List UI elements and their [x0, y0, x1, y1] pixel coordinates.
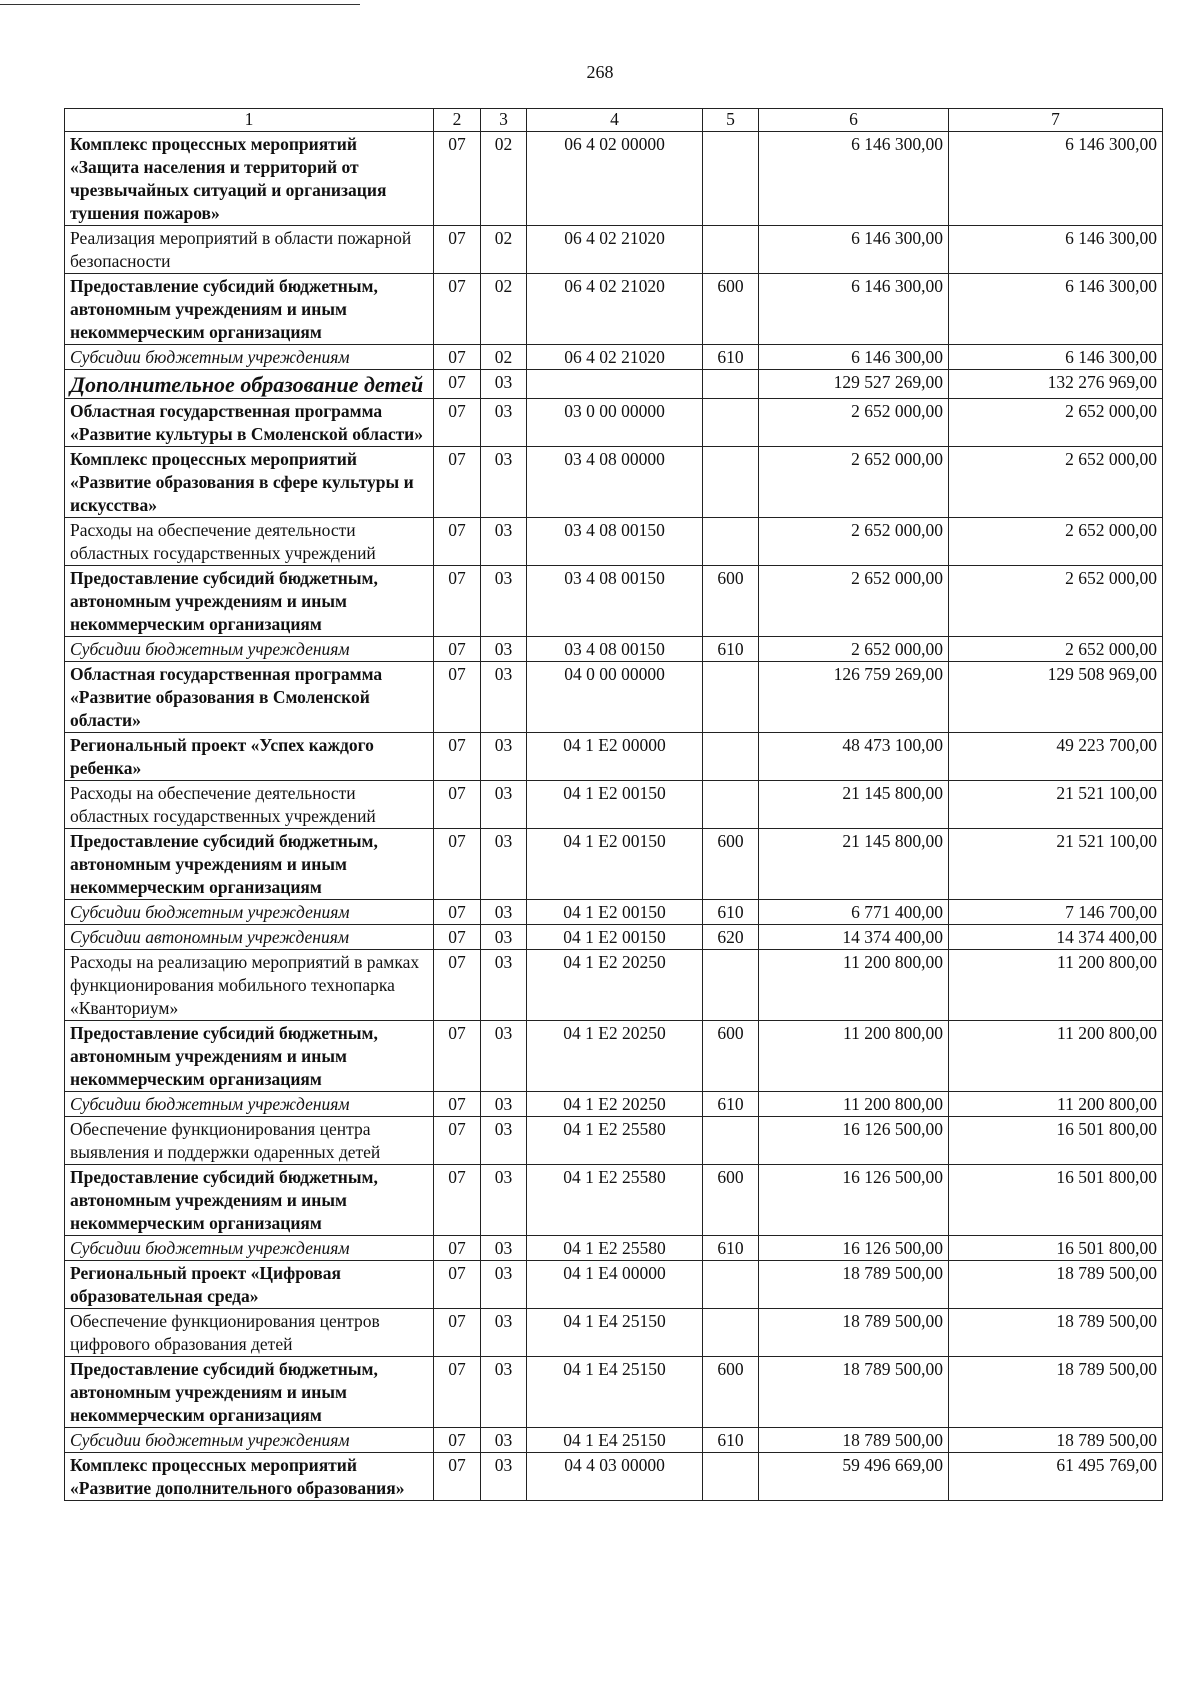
column-header: 3: [481, 109, 527, 132]
target-article-cell: 04 1 E2 00150: [527, 781, 703, 829]
subsection-code-cell: 03: [481, 399, 527, 447]
section-code-cell: 07: [434, 1453, 481, 1501]
table-row: [65, 1092, 1163, 1117]
amount-year2-cell: 21 521 100,00: [949, 829, 1163, 900]
table-row: [65, 132, 1163, 226]
subsection-code-cell: 03: [481, 900, 527, 925]
row-name-cell: Предоставление субсидий бюджетным, автономным учреждениям и иным некоммерческим организациям: [65, 829, 434, 900]
expense-type-cell: 600: [703, 829, 759, 900]
row-name-cell: Дополнительное образование детей: [65, 370, 434, 399]
amount-year2-cell: 2 652 000,00: [949, 566, 1163, 637]
target-article-cell: 04 1 E2 25580: [527, 1165, 703, 1236]
target-article-cell: 03 0 00 00000: [527, 399, 703, 447]
table-row: [65, 399, 1163, 447]
row-name-cell: Комплекс процессных мероприятий «Развитие образования в сфере культуры и искусства»: [65, 447, 434, 518]
target-article-cell: 04 1 E2 00150: [527, 900, 703, 925]
row-name-cell: Субсидии бюджетным учреждениям: [65, 345, 434, 370]
expense-type-cell: 610: [703, 345, 759, 370]
amount-year2-cell: 6 146 300,00: [949, 132, 1163, 226]
expense-type-cell: [703, 781, 759, 829]
subsection-code-cell: 02: [481, 274, 527, 345]
subsection-code-cell: 03: [481, 370, 527, 399]
expense-type-cell: 610: [703, 1428, 759, 1453]
amount-year1-cell: 18 789 500,00: [759, 1261, 949, 1309]
row-name-cell: Субсидии бюджетным учреждениям: [65, 637, 434, 662]
target-article-cell: 04 1 E4 25150: [527, 1357, 703, 1428]
target-article-cell: 03 4 08 00150: [527, 518, 703, 566]
amount-year2-cell: 129 508 969,00: [949, 662, 1163, 733]
amount-year1-cell: 2 652 000,00: [759, 637, 949, 662]
amount-year2-cell: 7 146 700,00: [949, 900, 1163, 925]
column-number-row: [65, 109, 1163, 132]
section-code-cell: 07: [434, 1428, 481, 1453]
column-header: 7: [949, 109, 1163, 132]
table-row: [65, 1236, 1163, 1261]
table-row: [65, 733, 1163, 781]
table-row: [65, 1428, 1163, 1453]
target-article-cell: 04 1 E2 20250: [527, 950, 703, 1021]
table-row: [65, 518, 1163, 566]
section-code-cell: 07: [434, 132, 481, 226]
amount-year1-cell: 18 789 500,00: [759, 1309, 949, 1357]
expense-type-cell: [703, 132, 759, 226]
target-article-cell: 06 4 02 21020: [527, 345, 703, 370]
row-name-cell: Субсидии бюджетным учреждениям: [65, 900, 434, 925]
subsection-code-cell: 03: [481, 1117, 527, 1165]
section-code-cell: 07: [434, 925, 481, 950]
subsection-code-cell: 03: [481, 1165, 527, 1236]
target-article-cell: 04 1 E2 00150: [527, 925, 703, 950]
section-code-cell: 07: [434, 226, 481, 274]
amount-year1-cell: 21 145 800,00: [759, 781, 949, 829]
subsection-code-cell: 02: [481, 345, 527, 370]
table-row: [65, 447, 1163, 518]
row-name-cell: Предоставление субсидий бюджетным, автономным учреждениям и иным некоммерческим организациям: [65, 1165, 434, 1236]
section-code-cell: 07: [434, 900, 481, 925]
table-row: [65, 226, 1163, 274]
expense-type-cell: 600: [703, 274, 759, 345]
subsection-code-cell: 03: [481, 1021, 527, 1092]
target-article-cell: 04 1 E2 25580: [527, 1236, 703, 1261]
row-name-cell: Предоставление субсидий бюджетным, автономным учреждениям и иным некоммерческим организациям: [65, 1357, 434, 1428]
amount-year1-cell: 6 146 300,00: [759, 274, 949, 345]
amount-year1-cell: 6 146 300,00: [759, 226, 949, 274]
expense-type-cell: [703, 950, 759, 1021]
amount-year2-cell: 6 146 300,00: [949, 274, 1163, 345]
row-name-cell: Региональный проект «Цифровая образовательная среда»: [65, 1261, 434, 1309]
amount-year2-cell: 18 789 500,00: [949, 1428, 1163, 1453]
section-code-cell: 07: [434, 1092, 481, 1117]
target-article-cell: 04 0 00 00000: [527, 662, 703, 733]
subsection-code-cell: 03: [481, 829, 527, 900]
amount-year2-cell: 18 789 500,00: [949, 1261, 1163, 1309]
target-article-cell: 06 4 02 21020: [527, 226, 703, 274]
expense-type-cell: [703, 1117, 759, 1165]
target-article-cell: 03 4 08 00150: [527, 637, 703, 662]
row-name-cell: Предоставление субсидий бюджетным, автономным учреждениям и иным некоммерческим организациям: [65, 1021, 434, 1092]
expense-type-cell: 620: [703, 925, 759, 950]
amount-year1-cell: 6 146 300,00: [759, 345, 949, 370]
section-code-cell: 07: [434, 637, 481, 662]
row-name-cell: Областная государственная программа «Развитие культуры в Смоленской области»: [65, 399, 434, 447]
table-row: [65, 1117, 1163, 1165]
row-name-cell: Региональный проект «Успех каждого ребенка»: [65, 733, 434, 781]
row-name-cell: Комплекс процессных мероприятий «Развитие дополнительного образования»: [65, 1453, 434, 1501]
column-header: 2: [434, 109, 481, 132]
amount-year2-cell: 18 789 500,00: [949, 1309, 1163, 1357]
column-header: 5: [703, 109, 759, 132]
amount-year1-cell: 48 473 100,00: [759, 733, 949, 781]
subsection-code-cell: 02: [481, 226, 527, 274]
row-name-cell: Областная государственная программа «Развитие образования в Смоленской области»: [65, 662, 434, 733]
amount-year1-cell: 16 126 500,00: [759, 1165, 949, 1236]
section-code-cell: 07: [434, 566, 481, 637]
section-code-cell: 07: [434, 518, 481, 566]
subsection-code-cell: 03: [481, 733, 527, 781]
expense-type-cell: [703, 733, 759, 781]
section-code-cell: 07: [434, 829, 481, 900]
section-code-cell: 07: [434, 399, 481, 447]
expense-type-cell: [703, 1261, 759, 1309]
table-row: [65, 1165, 1163, 1236]
subsection-code-cell: 03: [481, 1453, 527, 1501]
row-name-cell: Субсидии бюджетным учреждениям: [65, 1236, 434, 1261]
table-row: [65, 950, 1163, 1021]
expense-type-cell: 600: [703, 1021, 759, 1092]
row-name-cell: Обеспечение функционирования центров цифрового образования детей: [65, 1309, 434, 1357]
target-article-cell: 04 1 E4 25150: [527, 1428, 703, 1453]
page-number: 268: [586, 62, 614, 82]
table-row: [65, 1309, 1163, 1357]
amount-year1-cell: 6 146 300,00: [759, 132, 949, 226]
target-article-cell: 04 4 03 00000: [527, 1453, 703, 1501]
target-article-cell: 04 1 E2 00150: [527, 829, 703, 900]
section-code-cell: 07: [434, 733, 481, 781]
row-name-cell: Реализация мероприятий в области пожарной безопасности: [65, 226, 434, 274]
subsection-code-cell: 03: [481, 781, 527, 829]
target-article-cell: 04 1 E2 20250: [527, 1092, 703, 1117]
row-name-cell: Субсидии бюджетным учреждениям: [65, 1428, 434, 1453]
amount-year2-cell: 2 652 000,00: [949, 399, 1163, 447]
amount-year2-cell: 6 146 300,00: [949, 345, 1163, 370]
target-article-cell: 03 4 08 00150: [527, 566, 703, 637]
target-article-cell: 04 1 E2 00000: [527, 733, 703, 781]
section-code-cell: 07: [434, 1357, 481, 1428]
subsection-code-cell: 03: [481, 950, 527, 1021]
expense-type-cell: [703, 447, 759, 518]
expense-type-cell: 600: [703, 566, 759, 637]
amount-year1-cell: 59 496 669,00: [759, 1453, 949, 1501]
subsection-code-cell: 02: [481, 132, 527, 226]
amount-year1-cell: 6 771 400,00: [759, 900, 949, 925]
amount-year2-cell: 21 521 100,00: [949, 781, 1163, 829]
table-row: [65, 345, 1163, 370]
amount-year1-cell: 126 759 269,00: [759, 662, 949, 733]
expense-type-cell: 600: [703, 1165, 759, 1236]
table-row: [65, 781, 1163, 829]
column-header: 4: [527, 109, 703, 132]
target-article-cell: 04 1 E4 25150: [527, 1309, 703, 1357]
amount-year1-cell: 11 200 800,00: [759, 1092, 949, 1117]
expense-type-cell: [703, 1309, 759, 1357]
amount-year1-cell: 2 652 000,00: [759, 566, 949, 637]
expense-type-cell: [703, 226, 759, 274]
expense-type-cell: [703, 518, 759, 566]
section-code-cell: 07: [434, 274, 481, 345]
expense-type-cell: 610: [703, 1092, 759, 1117]
row-name-cell: Расходы на обеспечение деятельности областных государственных учреждений: [65, 781, 434, 829]
amount-year2-cell: 2 652 000,00: [949, 447, 1163, 518]
expense-type-cell: [703, 1453, 759, 1501]
target-article-cell: 04 1 E2 20250: [527, 1021, 703, 1092]
amount-year1-cell: 11 200 800,00: [759, 950, 949, 1021]
section-code-cell: 07: [434, 662, 481, 733]
amount-year2-cell: 61 495 769,00: [949, 1453, 1163, 1501]
expense-type-cell: 610: [703, 637, 759, 662]
amount-year2-cell: 132 276 969,00: [949, 370, 1163, 399]
target-article-cell: 04 1 E4 00000: [527, 1261, 703, 1309]
subsection-code-cell: 03: [481, 637, 527, 662]
amount-year1-cell: 18 789 500,00: [759, 1428, 949, 1453]
section-code-cell: 07: [434, 370, 481, 399]
top-scan-rule: [0, 4, 360, 5]
amount-year1-cell: 14 374 400,00: [759, 925, 949, 950]
table-row: [65, 662, 1163, 733]
table-row: [65, 370, 1163, 399]
table-row: [65, 829, 1163, 900]
amount-year1-cell: 11 200 800,00: [759, 1021, 949, 1092]
subsection-code-cell: 03: [481, 1309, 527, 1357]
table-row: [65, 1357, 1163, 1428]
expense-type-cell: 610: [703, 1236, 759, 1261]
section-code-cell: 07: [434, 345, 481, 370]
subsection-code-cell: 03: [481, 662, 527, 733]
target-article-cell: 06 4 02 21020: [527, 274, 703, 345]
amount-year1-cell: 2 652 000,00: [759, 399, 949, 447]
target-article-cell: [527, 370, 703, 399]
amount-year2-cell: 14 374 400,00: [949, 925, 1163, 950]
amount-year1-cell: 2 652 000,00: [759, 447, 949, 518]
expense-type-cell: [703, 370, 759, 399]
amount-year2-cell: 2 652 000,00: [949, 518, 1163, 566]
row-name-cell: Субсидии автономным учреждениям: [65, 925, 434, 950]
amount-year2-cell: 16 501 800,00: [949, 1117, 1163, 1165]
table-row: [65, 637, 1163, 662]
amount-year2-cell: 2 652 000,00: [949, 637, 1163, 662]
expense-type-cell: 610: [703, 900, 759, 925]
section-code-cell: 07: [434, 1236, 481, 1261]
target-article-cell: 04 1 E2 25580: [527, 1117, 703, 1165]
subsection-code-cell: 03: [481, 447, 527, 518]
amount-year2-cell: 49 223 700,00: [949, 733, 1163, 781]
row-name-cell: Расходы на реализацию мероприятий в рамках функционирования мобильного технопарка «Кванториум»: [65, 950, 434, 1021]
subsection-code-cell: 03: [481, 1236, 527, 1261]
row-name-cell: Комплекс процессных мероприятий «Защита населения и территорий от чрезвычайных ситуаций и организация тушения пожаров»: [65, 132, 434, 226]
target-article-cell: 06 4 02 00000: [527, 132, 703, 226]
subsection-code-cell: 03: [481, 1428, 527, 1453]
table-body: [65, 132, 1163, 1501]
budget-table: [64, 108, 1163, 1501]
row-name-cell: Предоставление субсидий бюджетным, автономным учреждениям и иным некоммерческим организациям: [65, 274, 434, 345]
amount-year2-cell: 11 200 800,00: [949, 950, 1163, 1021]
table-row: [65, 1021, 1163, 1092]
column-header: 1: [65, 109, 434, 132]
amount-year1-cell: 2 652 000,00: [759, 518, 949, 566]
target-article-cell: 03 4 08 00000: [527, 447, 703, 518]
section-code-cell: 07: [434, 1165, 481, 1236]
expense-type-cell: 600: [703, 1357, 759, 1428]
amount-year2-cell: 11 200 800,00: [949, 1021, 1163, 1092]
row-name-cell: Предоставление субсидий бюджетным, автономным учреждениям и иным некоммерческим организациям: [65, 566, 434, 637]
section-code-cell: 07: [434, 781, 481, 829]
table-row: [65, 900, 1163, 925]
section-code-cell: 07: [434, 1021, 481, 1092]
expense-type-cell: [703, 399, 759, 447]
subsection-code-cell: 03: [481, 925, 527, 950]
amount-year2-cell: 16 501 800,00: [949, 1236, 1163, 1261]
amount-year1-cell: 16 126 500,00: [759, 1117, 949, 1165]
section-code-cell: 07: [434, 447, 481, 518]
amount-year2-cell: 11 200 800,00: [949, 1092, 1163, 1117]
subsection-code-cell: 03: [481, 1261, 527, 1309]
subsection-code-cell: 03: [481, 1357, 527, 1428]
subsection-code-cell: 03: [481, 566, 527, 637]
table-row: [65, 925, 1163, 950]
subsection-code-cell: 03: [481, 1092, 527, 1117]
amount-year1-cell: 129 527 269,00: [759, 370, 949, 399]
table-row: [65, 1261, 1163, 1309]
amount-year1-cell: 18 789 500,00: [759, 1357, 949, 1428]
row-name-cell: Субсидии бюджетным учреждениям: [65, 1092, 434, 1117]
row-name-cell: Расходы на обеспечение деятельности областных государственных учреждений: [65, 518, 434, 566]
amount-year1-cell: 16 126 500,00: [759, 1236, 949, 1261]
table-row: [65, 566, 1163, 637]
column-header: 6: [759, 109, 949, 132]
section-code-cell: 07: [434, 1117, 481, 1165]
table-row: [65, 1453, 1163, 1501]
table-row: [65, 274, 1163, 345]
expense-type-cell: [703, 662, 759, 733]
amount-year2-cell: 18 789 500,00: [949, 1357, 1163, 1428]
section-code-cell: 07: [434, 1261, 481, 1309]
section-code-cell: 07: [434, 950, 481, 1021]
amount-year1-cell: 21 145 800,00: [759, 829, 949, 900]
section-code-cell: 07: [434, 1309, 481, 1357]
amount-year2-cell: 6 146 300,00: [949, 226, 1163, 274]
amount-year2-cell: 16 501 800,00: [949, 1165, 1163, 1236]
row-name-cell: Обеспечение функционирования центра выявления и поддержки одаренных детей: [65, 1117, 434, 1165]
subsection-code-cell: 03: [481, 518, 527, 566]
